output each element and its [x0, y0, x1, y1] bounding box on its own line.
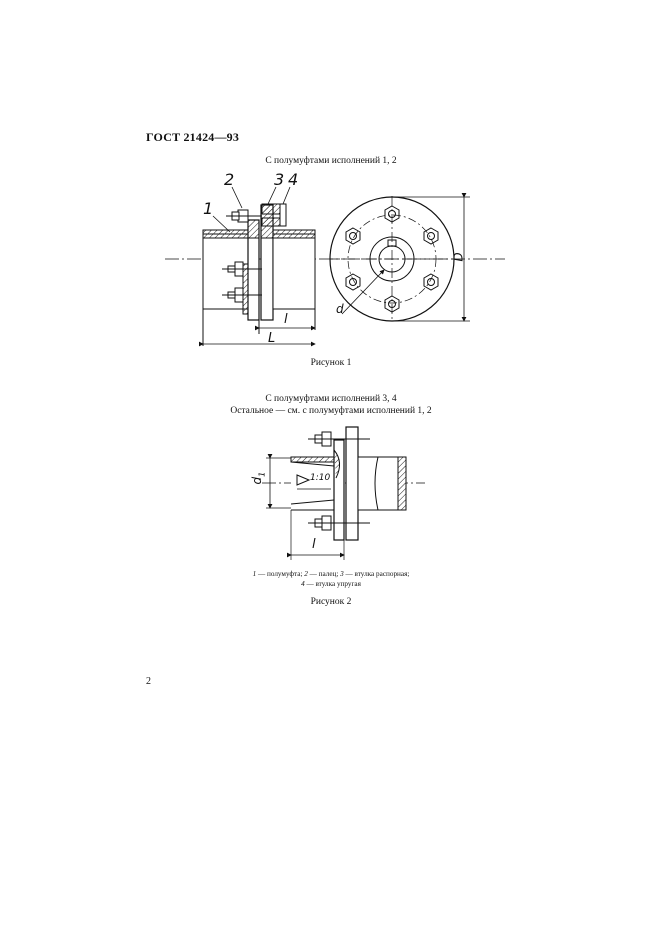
figure1-end-view	[330, 196, 470, 322]
figure1-top-caption: С полумуфтами исполнений 1, 2	[265, 156, 397, 166]
dimension-l-label: l	[284, 312, 288, 327]
taper-ratio-label: 1:10	[310, 473, 331, 483]
dimension-D-label: D	[451, 252, 466, 262]
figure2-caption: Рисунок 2	[310, 597, 352, 607]
document-title: ГОСТ 21424—93	[146, 130, 240, 144]
dimension-d-label: d	[336, 302, 344, 316]
legend-line1: 1 — полумуфта; 2 — палец; 3 — втулка распорная;	[252, 570, 410, 578]
callout-1: 1	[203, 199, 214, 218]
legend-line2: 4 — втулка упругая	[301, 580, 361, 588]
dimension-L-label: L	[268, 331, 276, 346]
figure1-caption: Рисунок 1	[310, 358, 352, 368]
page-number: 2	[146, 676, 151, 687]
figure2-caption-line2: Остальное — см. с полумуфтами исполнений 1, 2	[230, 406, 432, 416]
callout-4: 4	[288, 170, 299, 189]
dimension-l-label-fig2: l	[312, 537, 316, 552]
callout-3: 3	[274, 170, 285, 189]
figure2-caption-line1: С полумуфтами исполнений 3, 4	[265, 394, 397, 404]
dimension-d1-label: $d_1$	[250, 471, 267, 485]
callout-2: 2	[224, 170, 235, 189]
figure2-side-view	[262, 427, 425, 560]
